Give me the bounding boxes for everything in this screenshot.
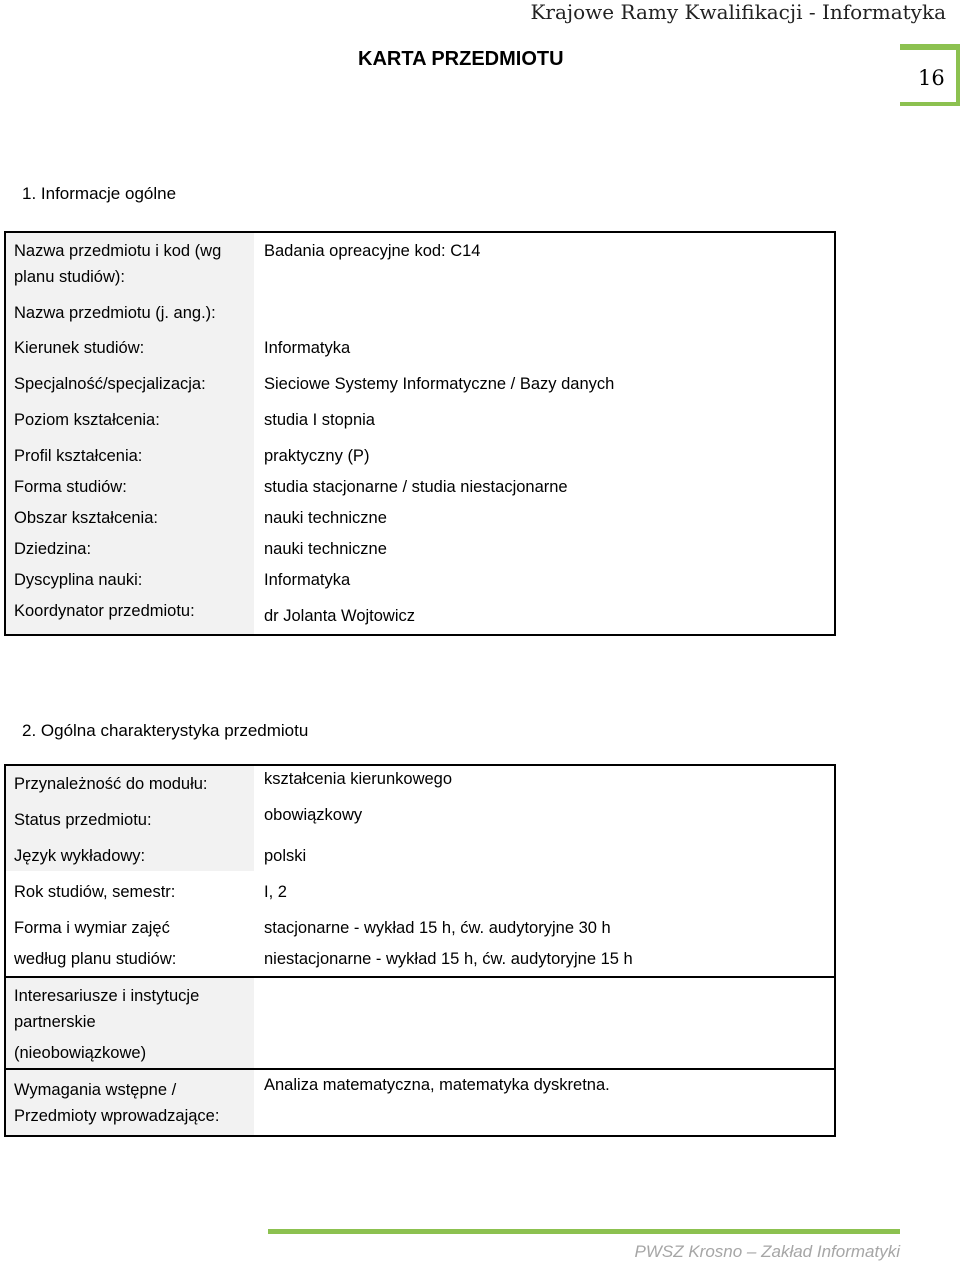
- label-year-semester: Rok studiów, semestr:: [14, 883, 176, 901]
- label-study-form: Forma studiów:: [14, 478, 127, 496]
- footer-text: PWSZ Krosno – Zakład Informatyki: [634, 1242, 900, 1261]
- row-divider: [6, 976, 834, 978]
- label-prerequisites-1: Wymagania wstępne /: [14, 1081, 177, 1099]
- value-subject-name: Badania opreacyjne kod: C14: [264, 242, 481, 260]
- label-discipline: Dyscyplina nauki:: [14, 571, 143, 589]
- value-class-form-parttime: niestacjonarne - wykład 15 h, ćw. audytoryjne 15 h: [264, 950, 633, 968]
- label-subject-name-en: Nazwa przedmiotu (j. ang.):: [14, 304, 216, 322]
- label-education-area: Obszar kształcenia:: [14, 509, 158, 527]
- section-2-title: 2. Ogólna charakterystyka przedmiotu: [22, 721, 309, 740]
- value-domain: nauki techniczne: [264, 540, 387, 558]
- label-prerequisites-2: Przedmioty wprowadzające:: [14, 1107, 220, 1125]
- value-education-level: studia I stopnia: [264, 411, 375, 429]
- general-info-table: [4, 231, 836, 636]
- label-stakeholders-3: (nieobowiązkowe): [14, 1044, 147, 1062]
- value-class-form-fulltime: stacjonarne - wykład 15 h, ćw. audytoryjne 30 h: [264, 919, 611, 937]
- value-field-of-study: Informatyka: [264, 339, 351, 357]
- row-divider: [6, 1068, 834, 1070]
- value-discipline: Informatyka: [264, 571, 351, 589]
- value-education-profile: praktyczny (P): [264, 447, 370, 465]
- footer-accent-bar: [268, 1229, 900, 1234]
- label-subject-name-cont: planu studiów):: [14, 268, 125, 286]
- label-subject-name: Nazwa przedmiotu i kod (wg: [14, 242, 222, 260]
- label-coordinator: Koordynator przedmiotu:: [14, 602, 195, 620]
- document-header-title: Krajowe Ramy Kwalifikacji - Informatyka: [530, 0, 946, 24]
- value-module: kształcenia kierunkowego: [264, 770, 453, 788]
- label-specialization: Specjalność/specjalizacja:: [14, 375, 206, 393]
- card-title: KARTA PRZEDMIOTU: [358, 48, 564, 70]
- page-number: 16: [918, 66, 945, 90]
- value-education-area: nauki techniczne: [264, 509, 387, 527]
- value-study-form: studia stacjonarne / studia niestacjonarne: [264, 478, 568, 496]
- label-stakeholders-1: Interesariusze i instytucje: [14, 987, 200, 1005]
- label-module: Przynależność do modułu:: [14, 775, 208, 793]
- label-education-profile: Profil kształcenia:: [14, 447, 143, 465]
- label-class-form-2: według planu studiów:: [14, 950, 177, 968]
- value-prerequisites: Analiza matematyczna, matematyka dyskretna.: [264, 1076, 610, 1094]
- value-specialization: Sieciowe Systemy Informatyczne / Bazy danych: [264, 375, 615, 393]
- value-language: polski: [264, 847, 307, 865]
- label-education-level: Poziom kształcenia:: [14, 411, 160, 429]
- value-status: obowiązkowy: [264, 806, 363, 824]
- label-language: Język wykładowy:: [14, 847, 146, 865]
- value-year-semester: I, 2: [264, 883, 287, 901]
- characteristics-table: [4, 764, 836, 1137]
- label-class-form-1: Forma i wymiar zajęć: [14, 919, 170, 937]
- label-field-of-study: Kierunek studiów:: [14, 339, 145, 357]
- value-coordinator: dr Jolanta Wojtowicz: [264, 607, 416, 625]
- label-status: Status przedmiotu:: [14, 811, 152, 829]
- section-1-title: 1. Informacje ogólne: [22, 184, 177, 203]
- label-stakeholders-2: partnerskie: [14, 1013, 96, 1031]
- label-domain: Dziedzina:: [14, 540, 92, 558]
